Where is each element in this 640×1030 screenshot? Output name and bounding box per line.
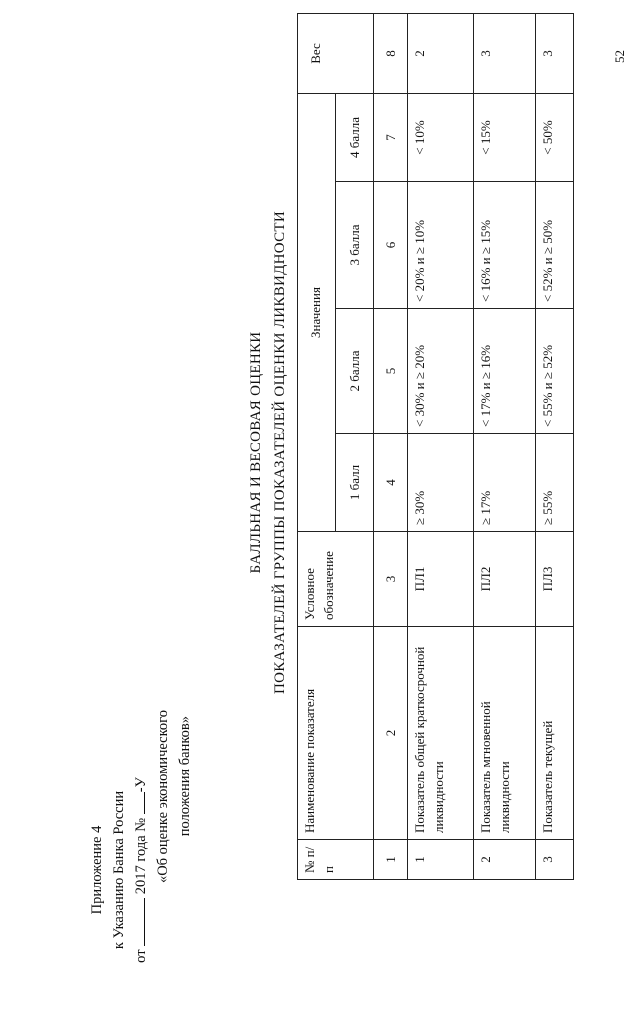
row-score-3: < 52% и ≥ 50% (536, 182, 574, 309)
header-code: Условное обозначение (298, 532, 374, 627)
column-number: 3 (374, 532, 408, 627)
row-weight: 2 (408, 14, 474, 94)
column-number: 1 (374, 840, 408, 880)
table-row (474, 14, 536, 880)
header-score-1: 1 балл (336, 434, 374, 532)
appendix-line-5: положения банков» (177, 716, 193, 837)
row-num: 3 (536, 840, 574, 880)
title-line-1: БАЛЛЬНАЯ И ВЕСОВАЯ ОЦЕНКИ (248, 331, 264, 574)
row-score-4: < 15% (474, 94, 536, 182)
table-row (536, 14, 574, 880)
header-weight: Вес (298, 14, 374, 94)
liquidity-score-table (297, 13, 574, 880)
appendix-date-prefix: от (133, 949, 149, 963)
header-row-top (298, 14, 336, 880)
title-line-2: ПОКАЗАТЕЛЕЙ ГРУППЫ ПОКАЗАТЕЛЕЙ ОЦЕНКИ ЛИКВИДНОСТИ (272, 210, 288, 695)
header-values: Значения (298, 94, 336, 532)
column-number: 7 (374, 94, 408, 182)
row-score-4: < 10% (408, 94, 474, 182)
row-name: Показатель текущей (536, 627, 574, 840)
column-number: 2 (374, 627, 408, 840)
row-score-2: < 55% и ≥ 52% (536, 309, 574, 434)
row-score-3: < 20% и ≥ 10% (408, 182, 474, 309)
appendix-date-middle: 2017 года № (133, 817, 149, 895)
row-name: Показатель общей краткосрочной ликвидности (408, 627, 474, 840)
row-code: ПЛ1 (408, 532, 474, 627)
header-num: № п/п (298, 840, 374, 880)
row-code: ПЛ2 (474, 532, 536, 627)
appendix-line-1: Приложение 4 (89, 825, 105, 915)
row-score-1: ≥ 17% (474, 434, 536, 532)
page-number: 52 (612, 50, 627, 63)
row-weight: 3 (474, 14, 536, 94)
row-code: ПЛ3 (536, 532, 574, 627)
date-blank (132, 898, 145, 946)
row-score-2: < 17% и ≥ 16% (474, 309, 536, 434)
row-score-2: < 30% и ≥ 20% (408, 309, 474, 434)
row-name: Показатель мгновенной ликвидности (474, 627, 536, 840)
header-score-2: 2 балла (336, 309, 374, 434)
header-score-3: 3 балла (336, 182, 374, 309)
appendix-block (86, 710, 196, 1030)
row-num: 1 (408, 840, 474, 880)
appendix-line-3 (130, 710, 152, 1030)
column-number-row (374, 14, 408, 880)
table-row (408, 14, 474, 880)
row-weight: 3 (536, 14, 574, 94)
row-score-1: ≥ 55% (536, 434, 574, 532)
appendix-line-2: к Указанию Банка России (111, 790, 127, 950)
row-score-1: ≥ 30% (408, 434, 474, 532)
header-score-4: 4 балла (336, 94, 374, 182)
appendix-line-4: «Об оценке экономического (155, 710, 171, 884)
appendix-date-suffix: -У (133, 777, 149, 793)
column-number: 8 (374, 14, 408, 94)
row-score-4: < 50% (536, 94, 574, 182)
column-number: 6 (374, 182, 408, 309)
header-name: Наименование показателя (298, 627, 374, 840)
column-number: 4 (374, 434, 408, 532)
row-num: 2 (474, 840, 536, 880)
row-score-3: < 16% и ≥ 15% (474, 182, 536, 309)
number-blank (132, 792, 145, 814)
column-number: 5 (374, 309, 408, 434)
